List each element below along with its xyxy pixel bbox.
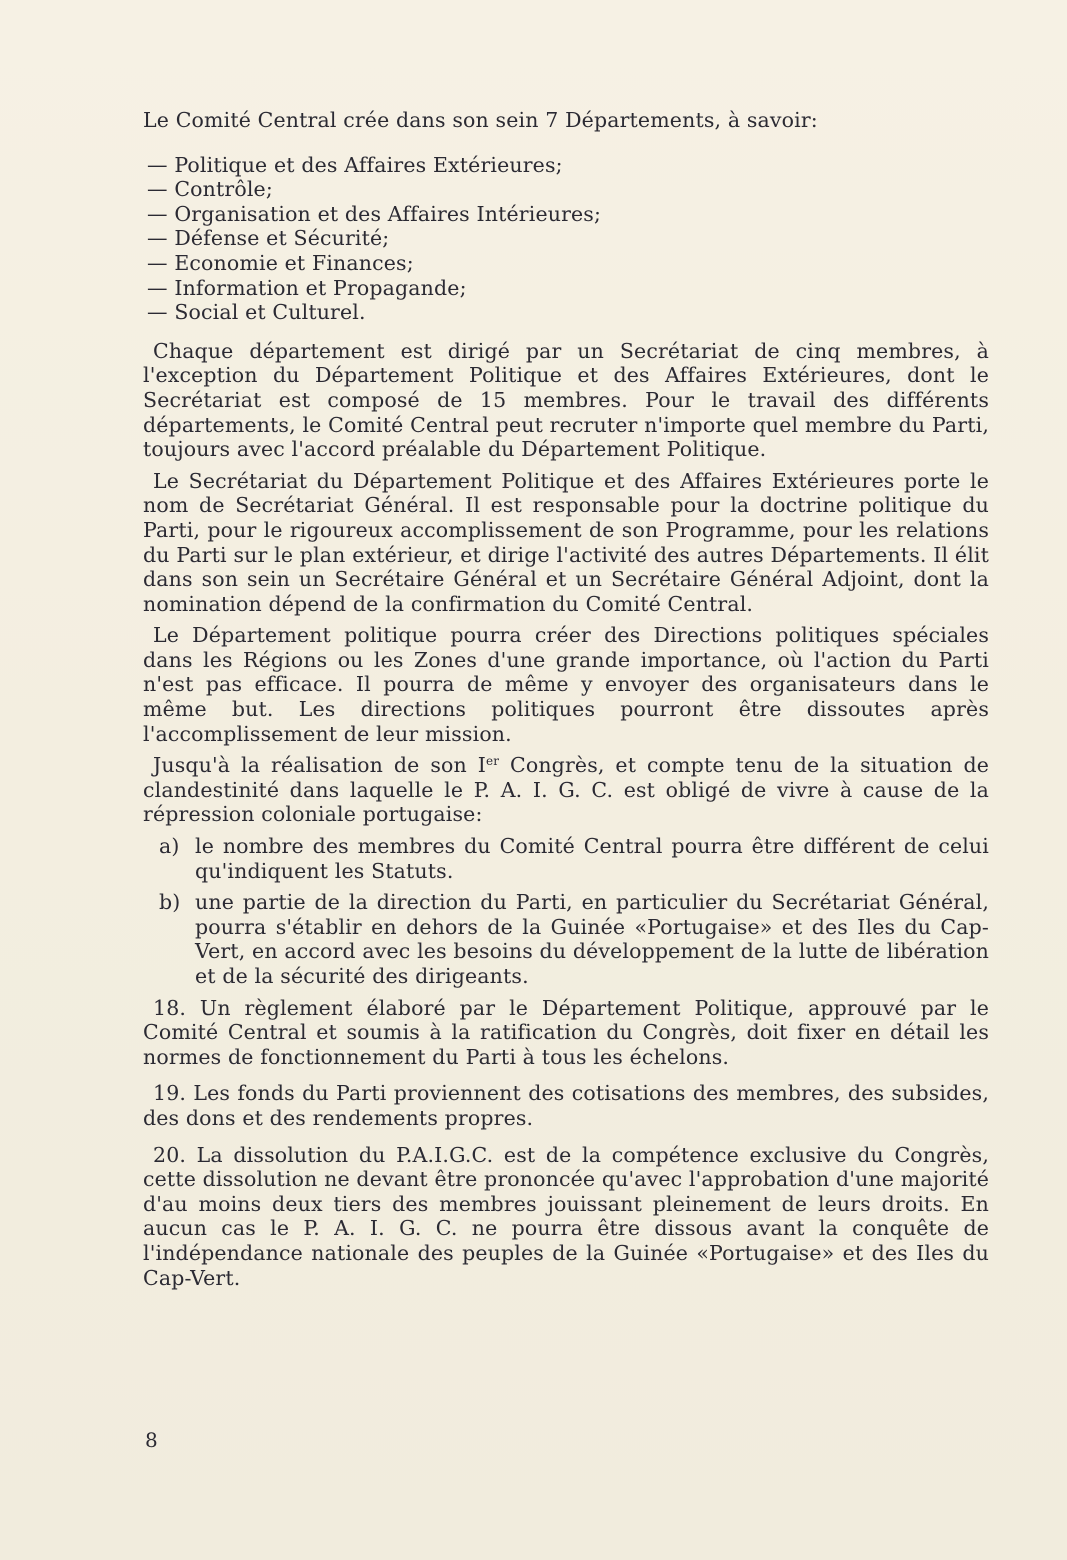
condition-text: une partie de la direction du Parti, en particulier du Secrétariat Général, pourra s'établir en dehors de la Guinée «Portugaise» et des Iles du Cap-Vert, en accord avec les besoins du développement de la lutte de libération et de la sécurité des dirigeants.: [195, 890, 989, 988]
condition-item: [159, 834, 989, 883]
department-item: — Contrôle;: [147, 177, 273, 202]
transitional-text-start: Jusqu'à la réalisation de son I: [153, 753, 486, 778]
transitional-text-end: Congrès, et compte tenu de la situation de clandestinité dans laquelle le P. A. I. G. C. est obligé de vivre à cause de la répression coloniale portugaise:: [143, 753, 990, 827]
paragraph-transitional-provisions: [143, 753, 989, 827]
department-item: — Défense et Sécurité;: [147, 226, 390, 251]
condition-marker: b): [159, 890, 181, 915]
paragraph-secretariat-composition: Chaque département est dirigé par un Secrétariat de cinq membres, à l'exception du Département Politique et des Affaires Extérieures, dont le Secrétariat est composé de 15 membres. Pour le travail des différents départements, le Comité Central peut recruter n'importe quel membre du Parti, toujours avec l'accord préalable du Département Politique.: [143, 338, 989, 462]
department-item: — Information et Propagande;: [147, 275, 467, 300]
ordinal-superscript: er: [485, 754, 500, 769]
page-body: [143, 108, 989, 1297]
department-item: — Social et Culturel.: [147, 300, 366, 325]
paragraph-secretariat-general: Le Secrétariat du Département Politique et des Affaires Extérieures porte le nom de Secrétariat Général. Il est responsable pour la doctrine politique du Parti, pour le rigoureux accomplissement de son Programme, pour les relations du Parti sur le plan extérieur, et dirige l'activité des autres Départements. Il élit dans son sein un Secrétaire Général et un Secrétaire Général Adjoint, dont la nomination dépend de la confirmation du Comité Central.: [143, 468, 989, 616]
department-list: [143, 153, 989, 325]
article-20: 20. La dissolution du P.A.I.G.C. est de la compétence exclusive du Congrès, cette dissolution ne devant être prononcée qu'avec l'approbation d'une majorité d'au moins deux tiers des membres jouissant pleinement de leurs droits. En aucun cas le P. A. I. G. C. ne pourra être dissous avant la conquête de l'indépendance nationale des peuples de la Guinée «Portugaise» et des Iles du Cap-Vert.: [143, 1142, 990, 1290]
article-19: 19. Les fonds du Parti proviennent des cotisations des membres, des subsides, des dons et des rendements propres.: [143, 1081, 989, 1130]
department-item: — Economie et Finances;: [147, 250, 414, 275]
condition-marker: a): [159, 834, 180, 859]
paragraph-political-directions: Le Département politique pourra créer des Directions politiques spéciales dans les Régions ou les Zones d'une grande importance, où l'action du Parti n'est pas efficace. Il pourra de même y envoyer des organisateurs dans le même but. Les directions politiques pourront être dissoutes après l'accomplissement de leur mission.: [143, 623, 989, 746]
department-item: — Organisation et des Affaires Intérieures;: [147, 201, 602, 226]
condition-item: [159, 890, 989, 988]
condition-text: le nombre des membres du Comité Central pourra être différent de celui qu'indiquent les Statuts.: [195, 834, 989, 883]
department-item: — Politique et des Affaires Extérieures;: [147, 152, 563, 177]
intro-line: Le Comité Central crée dans son sein 7 Départements, à savoir:: [143, 108, 818, 132]
article-18: 18. Un règlement élaboré par le Département Politique, approuvé par le Comité Central et soumis à la ratification du Congrès, doit fixer en détail les normes de fonctionnement du Parti à tous les échelons.: [143, 995, 989, 1069]
page-number: 8: [145, 1428, 158, 1452]
